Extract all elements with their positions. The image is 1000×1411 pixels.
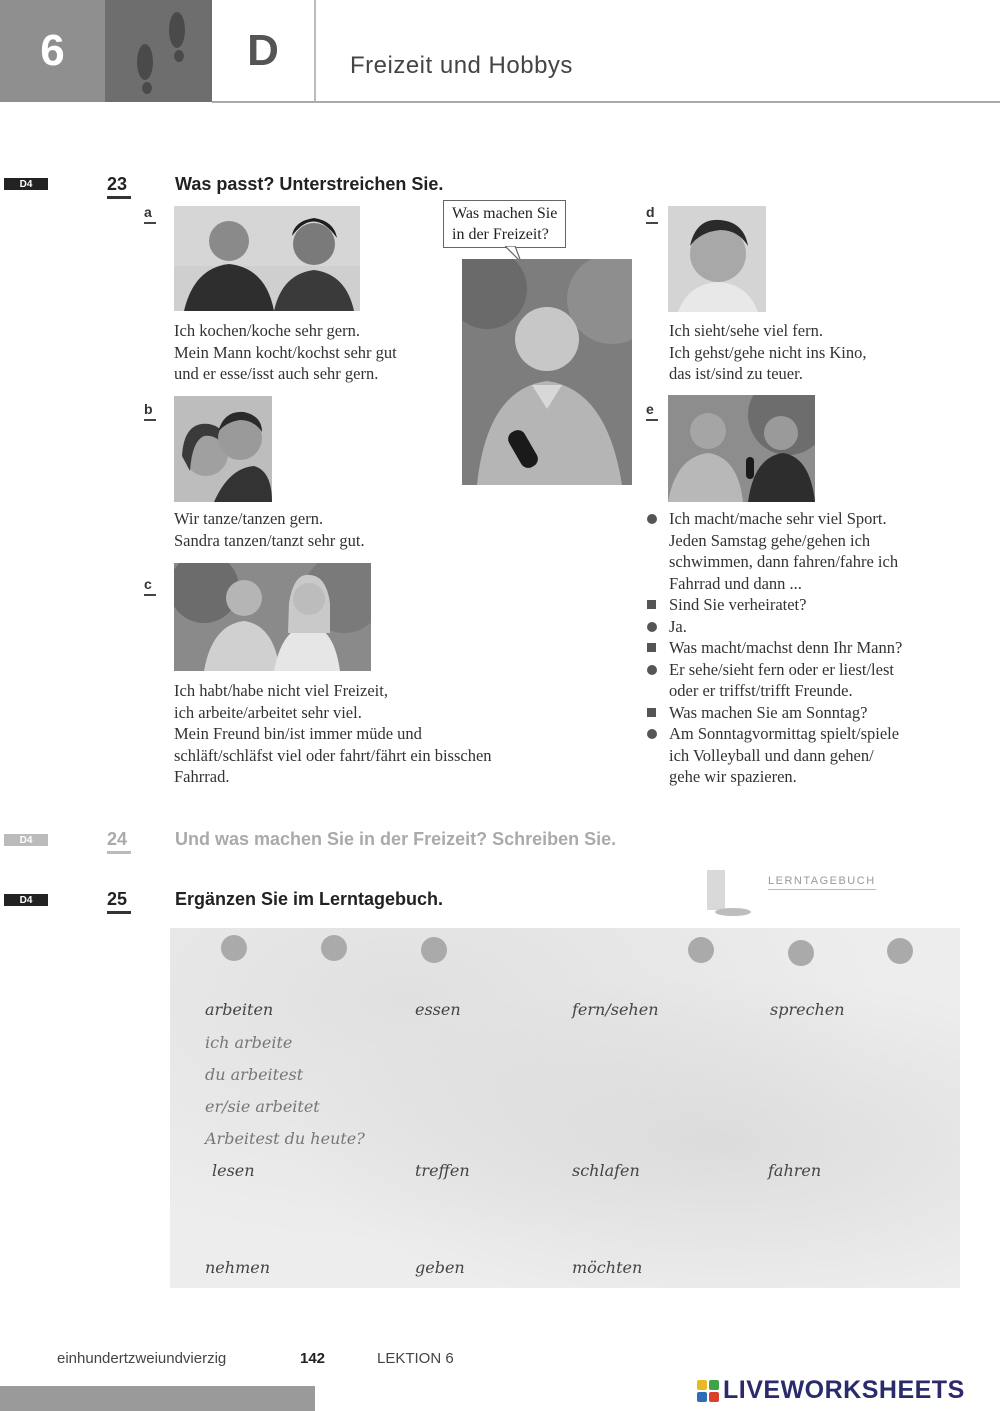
verb-moechten: möchten [572,1258,643,1277]
verb-essen: essen [415,1000,461,1019]
verb-treffen: treffen [415,1161,470,1180]
text-line: Ich macht/mache sehr viel Sport. [669,509,887,528]
item-d-text [669,320,969,385]
text-line: Mein Mann kocht/kochst sehr gut [174,342,397,362]
text-line: das ist/sind zu teuer. [669,364,803,383]
dialogue-turn [647,508,967,594]
logo-square [697,1380,707,1390]
speaker-circle-icon [647,665,657,675]
liveworksheets-brand: LIVEWORKSHEETS [723,1376,965,1404]
section-tag: D4 [4,834,48,846]
photo-interviewer [462,259,632,485]
text-line: ich Volleyball und dann gehen/ [669,745,874,765]
logo-square [709,1380,719,1390]
text-line: Fahrrad. [174,767,230,786]
text-line: schwimmen, dann fahren/fahre ich [669,552,899,571]
logo-square [697,1392,707,1402]
text-line: Wir tanze/tanzen gern. [174,509,324,528]
text-line: Ich habt/habe nicht viel Freizeit, [174,681,388,700]
speaker-square-icon [647,600,656,609]
text-line: Ich kochen/koche sehr gern. [174,321,361,340]
liveworksheets-icon [697,1380,719,1402]
photo-young-man-d [668,206,766,312]
exercise-heading: Was passt? Unterstreichen Sie. [175,174,444,194]
dialogue-turn [647,637,967,659]
speaker-square-icon [647,643,656,652]
speaker-circle-icon [647,514,657,524]
text-line: gehe wir spazieren. [669,767,797,786]
conjugation-line: ich arbeite [205,1033,293,1052]
footprints-decoration [105,0,212,102]
bubble-line: Was machen Sie [452,205,558,222]
item-b-text [174,508,474,551]
binder-hole-icon [887,938,913,964]
verb-schlafen: schlafen [572,1161,640,1180]
verb-geben: geben [415,1258,465,1277]
binder-hole-icon [688,937,714,963]
header-divider [212,101,1000,103]
footer-bar [0,1386,315,1411]
section-letter: D [212,0,316,102]
verb-lesen: lesen [212,1161,255,1180]
speaker-square-icon [647,708,656,717]
text-line: Er sehe/sieht fern oder er liest/lest [669,659,894,679]
speaker-circle-icon [647,622,657,632]
binder-hole-icon [321,935,347,961]
exercise-heading: Ergänzen Sie im Lerntagebuch. [175,889,444,909]
section-tag: D4 [4,178,48,190]
text-line: Ja. [669,616,687,636]
section-tag: D4 [4,894,48,906]
photo-couple-a [174,206,360,311]
binder-hole-icon [788,940,814,966]
exercise-number: 25 [107,889,128,909]
exercise-number: 24 [107,829,128,849]
page-number: 142 [300,1350,326,1367]
item-letter-e: e [646,401,654,417]
dialogue-turn [647,723,967,788]
text-line: Mein Freund bin/ist immer müde und [174,724,422,743]
text-line: Am Sonntagvormittag spielt/spiele [669,724,900,743]
page-number-words: einhundertzweiundvierzig [57,1350,227,1367]
item-letter-a: a [144,204,152,220]
binder-hole-icon [421,937,447,963]
item-letter-b: b [144,401,153,417]
verb-arbeiten: arbeiten [205,1000,274,1019]
page-title: Freizeit und Hobbys [350,52,573,79]
speech-bubble [443,200,566,248]
dialogue-turn [647,616,967,638]
text-line: und er esse/isst auch sehr gern. [174,364,379,383]
conjugation-line: du arbeitest [205,1065,304,1084]
bubble-line: in der Freizeit? [452,226,549,243]
dialogue-turn [647,702,967,724]
text-line: Fahrrad und dann ... [669,573,802,593]
chapter-number: 6 [0,0,105,102]
notebook-pen-icon [705,870,751,918]
verb-nehmen: nehmen [205,1258,271,1277]
item-letter-c: c [144,576,152,592]
item-c-text [174,680,574,788]
text-line: Ich sieht/sehe viel fern. [669,321,823,340]
text-line: Ich gehst/gehe nicht ins Kino, [669,342,867,362]
liveworksheets-logo[interactable] [697,1376,965,1405]
speaker-circle-icon [647,729,657,739]
photo-couple-b [174,396,272,502]
text-line: Sind Sie verheiratet? [669,595,807,614]
dialogue-turn [647,659,967,702]
verb-fernsehen: fern/sehen [572,1000,659,1019]
lerntagebuch-label: LERNTAGEBUCH [768,875,876,890]
text-line: Jeden Samstag gehe/gehen ich [669,530,871,550]
dialogue-turn [647,594,967,616]
text-line: ich arbeite/arbeitet sehr viel. [174,702,362,722]
logo-square [709,1392,719,1402]
text-line: Was macht/machst denn Ihr Mann? [669,638,903,657]
lesson-label: LEKTION 6 [377,1350,454,1367]
text-line: Sandra tanzen/tanzt sehr gut. [174,530,365,550]
text-line: Was machen Sie am Sonntag? [669,702,868,722]
exercise-number: 23 [107,174,128,194]
conjugation-line: er/sie arbeitet [205,1097,320,1116]
photo-interview-e [668,395,815,502]
item-letter-d: d [646,204,655,220]
photo-couple-c [174,563,371,671]
verb-fahren: fahren [768,1161,822,1180]
item-e-dialogue [647,508,967,788]
exercise-heading: Und was machen Sie in der Freizeit? Schreiben Sie. [175,829,617,849]
text-line: schläft/schläfst viel oder fahrt/fährt ein bisschen [174,745,492,765]
binder-hole-icon [221,935,247,961]
verb-sprechen: sprechen [770,1000,845,1019]
conjugation-line: Arbeitest du heute? [205,1129,365,1148]
text-line: oder er triffst/trifft Freunde. [669,681,853,700]
item-a-text [174,320,474,385]
